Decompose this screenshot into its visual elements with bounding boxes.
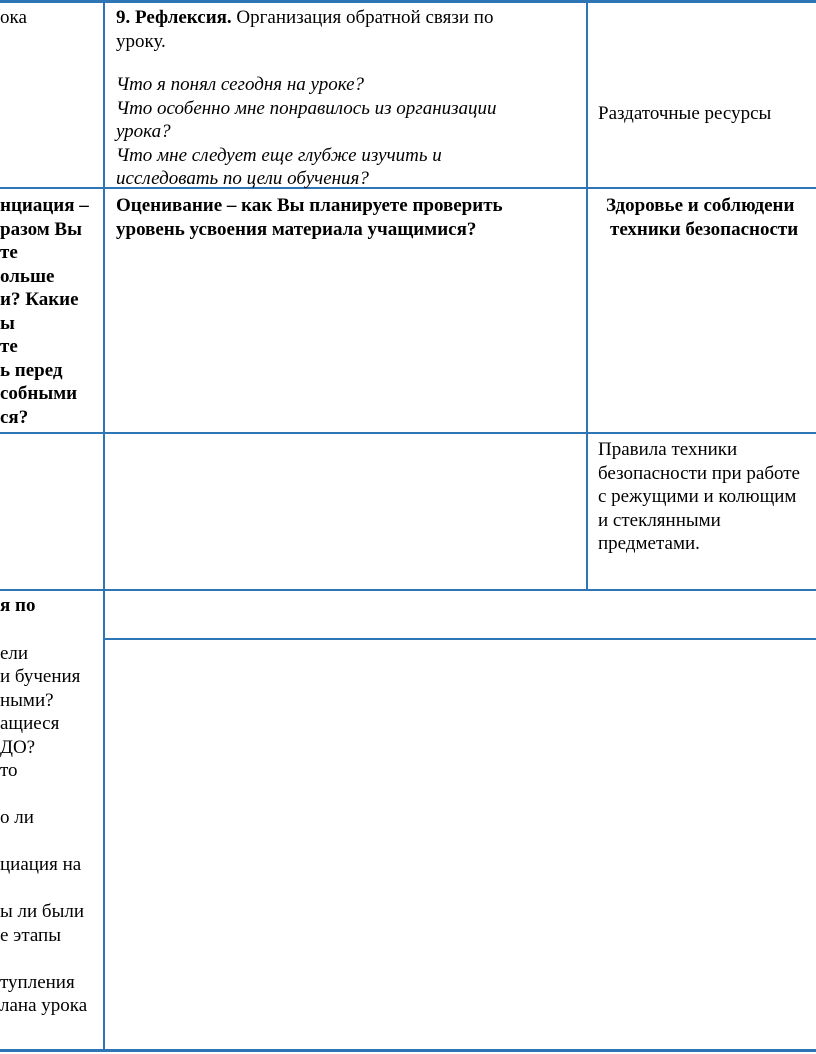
reflection-question-3a: Что мне следует еще глубже изучить и — [116, 144, 442, 166]
reflection-title: 9. Рефлексия. — [116, 7, 232, 28]
resources-cell: Раздаточные ресурсы — [598, 103, 772, 124]
reflection-desc-1: Организация обратной связи по — [236, 7, 494, 28]
safety-heading-line: техники безопасности — [610, 218, 799, 240]
safety-rules-line: безопасности при работе — [598, 462, 800, 484]
safety-rules-line: с режущими и колющим — [598, 486, 797, 507]
lesson-analysis-line: ными? — [0, 689, 54, 711]
reflection-question-2b: урока? — [116, 121, 171, 142]
lesson-analysis-line: ащиеся — [0, 713, 60, 734]
reflection-cell — [116, 6, 497, 191]
differentiation-cell — [0, 194, 89, 429]
lesson-analysis-line: ы ли были — [0, 901, 84, 922]
table-border-bottom — [0, 1049, 816, 1052]
safety-rules-line: предметами. — [598, 533, 700, 554]
table-row-divider-2 — [0, 432, 816, 434]
table-border-top — [0, 0, 816, 3]
lesson-analysis-line: ДО? — [0, 736, 36, 758]
lesson-analysis-line — [0, 877, 87, 901]
table-column-divider-1 — [103, 0, 105, 1052]
lesson-analysis-line — [0, 947, 87, 971]
reflection-question-1: Что я понял сегодня на уроке? — [116, 74, 365, 95]
lesson-analysis-line: лана урока — [0, 995, 88, 1016]
table-row-divider-3 — [0, 589, 816, 591]
reflection-question-3b: исследовать по цели обучения? — [116, 168, 369, 189]
lesson-analysis-line: циация на — [0, 854, 82, 875]
safety-rules-line: Правила техники — [598, 439, 738, 460]
lesson-analysis-cell — [0, 594, 87, 1018]
differentiation-line: собными — [0, 383, 78, 404]
safety-rules-cell — [598, 438, 800, 556]
safety-heading-line: Здоровье и соблюдени — [606, 195, 795, 216]
lesson-analysis-line: ели — [0, 642, 29, 664]
lesson-analysis-line: тупления — [0, 971, 75, 993]
lesson-analysis-heading: я по — [0, 595, 36, 616]
row1-left-fragment: ока — [0, 7, 27, 28]
reflection-desc-2: уроку. — [116, 30, 166, 52]
differentiation-line: ы — [0, 312, 15, 334]
reflection-question-2a: Что особенно мне понравилось из организации — [116, 97, 497, 119]
lesson-analysis-line: е этапы — [0, 924, 61, 946]
assessment-cell — [116, 194, 503, 241]
differentiation-line: те — [0, 336, 18, 357]
lesson-analysis-line: о ли — [0, 807, 34, 828]
differentiation-line: ся? — [0, 406, 29, 428]
differentiation-line: и? Какие — [0, 289, 79, 310]
differentiation-line: ольше — [0, 265, 55, 287]
table-column-divider-2 — [586, 0, 588, 591]
differentiation-line: разом Вы — [0, 218, 82, 240]
differentiation-line: ь перед — [0, 359, 63, 381]
differentiation-line: те — [0, 242, 18, 263]
lesson-analysis-line: и бучения — [0, 666, 81, 687]
safety-rules-line: и стеклянными — [598, 509, 721, 531]
lesson-analysis-line — [0, 783, 87, 807]
assessment-line: Оценивание – как Вы планируете проверить — [116, 195, 503, 216]
safety-heading-cell — [606, 194, 798, 241]
lesson-analysis-line: то — [0, 760, 18, 781]
lesson-analysis-line — [0, 830, 87, 854]
differentiation-line: нциация – — [0, 195, 89, 216]
reflection-heading — [116, 6, 497, 30]
assessment-line: уровень усвоения материала учащимися? — [116, 218, 477, 240]
table-row-divider-4 — [104, 638, 816, 640]
